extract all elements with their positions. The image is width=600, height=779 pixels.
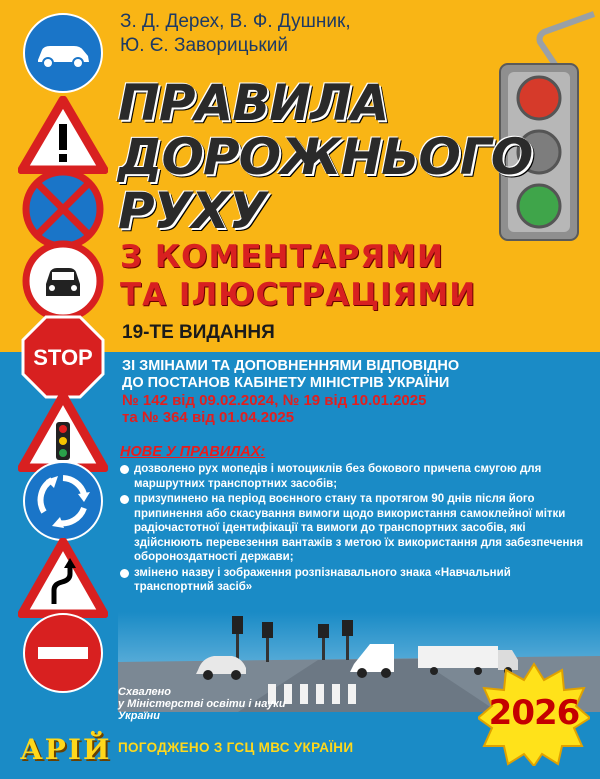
book-subtitle [120, 238, 476, 314]
authors-line: З. Д. Дерех, В. Ф. Душник, [120, 11, 351, 32]
subtitle-line: З КОМЕНТАРЯМИ [120, 239, 444, 275]
publisher-logo: АРІЙ [20, 733, 112, 766]
amendments-decrees: та № 364 від 01.04.2025 [122, 409, 295, 426]
danger-warning-sign-icon [18, 96, 108, 174]
passenger-car-sign-icon [22, 12, 104, 94]
no-entry-vehicles-sign-icon [22, 240, 104, 322]
title-line: ДОРОЖНЬОГО [118, 128, 533, 186]
new-rules-item: дозволено рух мопедів і мотоциклів без бокового причепа смугою для маршрутних транспортних засобів; [118, 462, 588, 491]
amendments-line: ЗІ ЗМІНАМИ ТА ДОПОВНЕННЯМИ ВІДПОВІДНО [122, 358, 460, 374]
edition-year: 2026 [488, 693, 580, 733]
authors-line: Ю. Є. Заворицький [120, 35, 288, 56]
title-line: РУХУ [118, 182, 267, 240]
book-title [118, 76, 532, 238]
no-entry-sign-icon [22, 612, 104, 694]
stop-sign-icon [20, 314, 106, 400]
agreement-note: ПОГОДЖЕНО З ГСЦ МВС УКРАЇНИ [118, 740, 354, 755]
double-curve-sign-icon [18, 538, 108, 618]
new-rules-heading: НОВЕ У ПРАВИЛАХ: [120, 444, 266, 460]
new-rules-list [118, 462, 588, 596]
edition: 19-ТЕ ВИДАННЯ [122, 322, 275, 343]
authors [120, 10, 351, 58]
amendments-decrees: № 142 від 09.02.2024, № 19 від 10.01.2025 [122, 392, 427, 409]
approval-note [118, 686, 286, 722]
amendments-line: ДО ПОСТАНОВ КАБІНЕТУ МІНІСТРІВ УКРАЇНИ [122, 375, 450, 391]
title-line: ПРАВИЛА [118, 74, 389, 132]
amendments-notice [122, 358, 459, 426]
new-rules-item: призупинено на період воєнного стану та протягом 90 днів після його припинення або скасування вимоги щодо використання самоклейної мітки радіочастотної ідентифікації та вимоги до транспортних засобів, які здійснюють перевезення вантажів з метою їх використання для забезпечення обороноздатності держави; [118, 492, 588, 565]
stop-sign-label: STOP [33, 345, 93, 370]
approval-line: у Міністерстві освіти і науки [118, 698, 286, 710]
subtitle-line: ТА ІЛЮСТРАЦІЯМИ [120, 277, 477, 313]
approval-line: Схвалено [118, 686, 171, 698]
approval-line: України [118, 710, 161, 722]
new-rules-item: змінено назву і зображення розпізнавального знака «Навчальний транспортний засіб» [118, 566, 588, 595]
no-stopping-sign-icon [22, 168, 104, 250]
roundabout-sign-icon [22, 460, 104, 542]
